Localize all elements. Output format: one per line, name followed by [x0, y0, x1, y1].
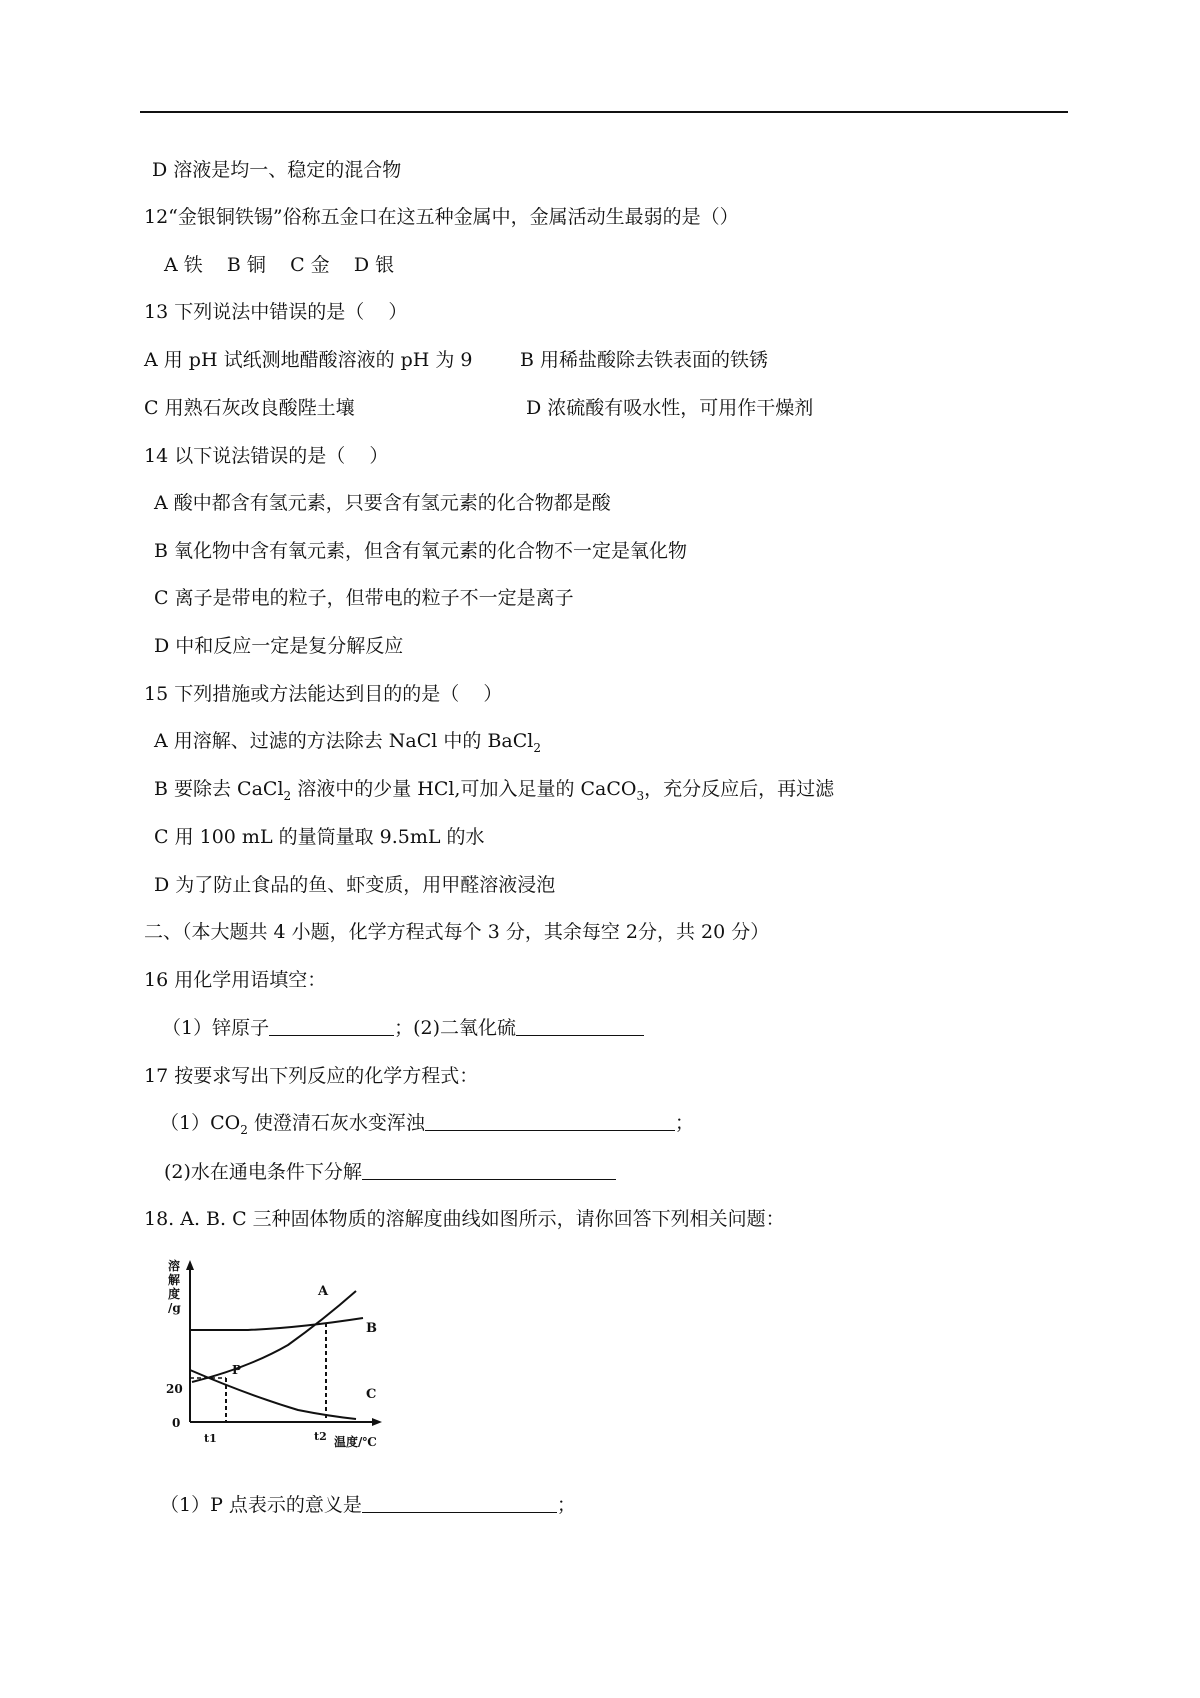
x-tick-t2: t2	[314, 1430, 327, 1443]
q13-option-c: C 用熟石灰改良酸陛土壤	[144, 397, 355, 419]
q17-blank-1[interactable]	[425, 1110, 675, 1131]
q14-stem: 14 以下说法错误的是（ ）	[144, 445, 389, 467]
q18-part-1: （1）P 点表示的意义是 ；	[160, 1494, 576, 1516]
q15-option-a: A 用溶解、过滤的方法除去 NaCl 中的 BaCl$_2$	[154, 730, 541, 755]
q14-option-d: D 中和反应一定是复分解反应	[154, 635, 404, 657]
x-axis-label: 温度/℃	[334, 1435, 377, 1449]
q15-option-c: C 用 100 mL 的量筒量取 9.5mL 的水	[154, 826, 485, 848]
curve-b	[190, 1318, 363, 1330]
q18-stem: 18. A. B. C 三种固体物质的溶解度曲线如图所示，请你回答下列相关问题：	[144, 1208, 785, 1230]
x-tick-t1: t1	[204, 1432, 217, 1445]
q15-option-d: D 为了防止食品的鱼、虾变质，用甲醛溶液浸泡	[154, 874, 556, 896]
curve-c-label: C	[366, 1387, 377, 1402]
y-axis-label-2: 解	[168, 1273, 181, 1287]
curve-b-label: B	[366, 1321, 377, 1336]
header-rule	[140, 111, 1068, 113]
q14-option-b: B 氧化物中含有氧元素，但含有氧元素的化合物不一定是氧化物	[154, 540, 688, 562]
y-tick-20: 20	[166, 1382, 183, 1396]
q17-part-1: $(1)CO_2$ 使澄清石灰水变浑浊 ；	[160, 1112, 694, 1137]
q16-stem: 16 用化学用语填空：	[144, 969, 327, 991]
point-p-label: P	[232, 1363, 242, 1377]
y-axis-arrow	[186, 1260, 194, 1270]
q12-options: A 铁 B 铜 C 金 D 银	[164, 254, 395, 276]
q14-option-a: A 酸中都含有氢元素，只要含有氢元素的化合物都是酸	[154, 492, 611, 514]
q15-option-b: B 要除去 CaCl$_2$ 溶液中的少量 HCl,可加入足量的 CaCO$_3$，充分反应后，再过滤	[154, 778, 835, 803]
q13-option-a: A 用 pH 试纸测地醋酸溶液的 pH 为 9	[144, 349, 473, 371]
y-axis-label-3: 度	[168, 1287, 181, 1301]
q16-blanks: （1）锌原子 ；(2)二氧化硫	[162, 1015, 644, 1041]
q13-option-d: D 浓硫酸有吸水性，可用作干燥剂	[526, 397, 814, 419]
q13-stem: 13 下列说法中错误的是（ ）	[144, 301, 408, 323]
q12-stem: 12“金银铜铁锡”俗称五金口在这五种金属中，金属活动生最弱的是（）	[144, 206, 739, 228]
q17-stem: 17 按要求写出下列反应的化学方程式：	[144, 1065, 479, 1087]
q17-blank-2[interactable]	[362, 1159, 616, 1180]
q16-blank-2[interactable]	[516, 1015, 644, 1036]
q15-stem: 15 下列措施或方法能达到目的的是（ ）	[144, 683, 503, 705]
q16-blank-1[interactable]	[269, 1015, 394, 1036]
section-2-header: 二、（本大题共 4 小题，化学方程式每个 3 分，其余每空 2分，共 20 分）	[144, 921, 770, 943]
curve-a	[192, 1291, 356, 1382]
y-axis-label-1: 溶	[168, 1259, 181, 1273]
q14-option-c: C 离子是带电的粒子，但带电的粒子不一定是离子	[154, 587, 574, 609]
curve-a-label: A	[318, 1284, 329, 1299]
solubility-curve-chart	[138, 1250, 408, 1450]
x-axis-arrow	[372, 1418, 382, 1426]
q17-part-2: (2)水在通电条件下分解	[164, 1159, 616, 1185]
q13-option-b: B 用稀盐酸除去铁表面的铁锈	[520, 349, 769, 371]
y-tick-0: 0	[172, 1416, 181, 1430]
q18-blank-1[interactable]	[362, 1492, 557, 1513]
y-axis-label-4: /g	[168, 1301, 181, 1315]
q11-option-d: D 溶液是均一、稳定的混合物	[152, 159, 402, 181]
